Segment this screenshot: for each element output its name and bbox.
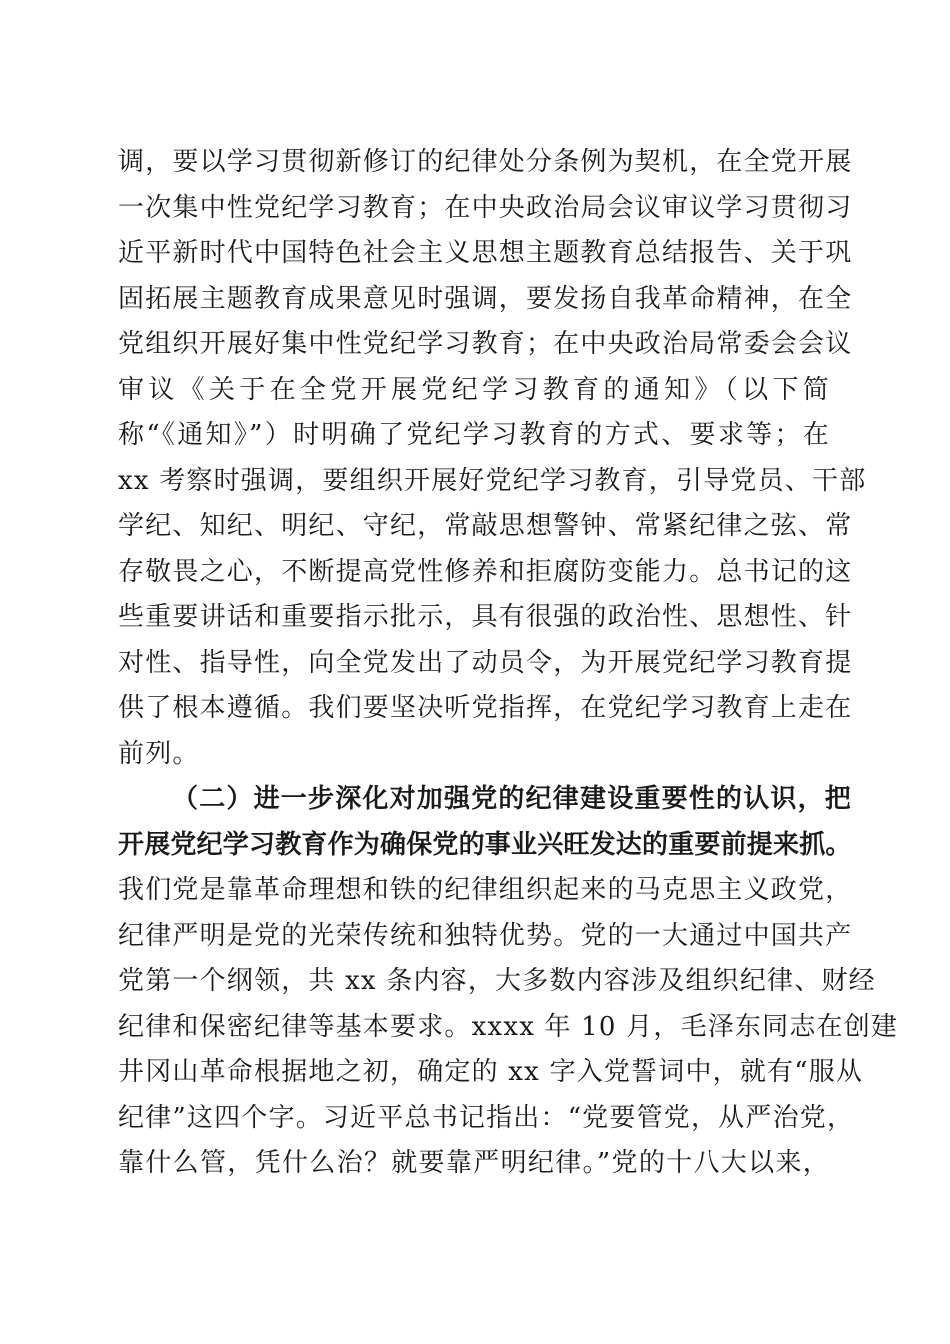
text-line-3: 近平新时代中国特色社会主义思想主题教育总结报告、关于巩 xyxy=(118,238,853,268)
text-line-2: 一次集中性党纪学习教育；在中央政治局会议审议学习贯彻习 xyxy=(118,192,853,223)
text-line-18: 纪律严明是党的光荣传统和独特优势。党的一大通过中国共产 xyxy=(118,920,853,951)
text-line-8: xx 考察时强调，要组织开展好党纪学习教育，引导党员、干部 xyxy=(118,465,867,496)
text-line-13: 供了根本遵循。我们要坚决听党指挥，在党纪学习教育上走在 xyxy=(118,693,853,723)
text-line-21: 井冈山革命根据地之初，确定的 xx 字入党誓词中，就有“服从 xyxy=(118,1057,864,1087)
text-line-6: 审议《关于在全党开展党纪学习教育的通知》（以下简 xyxy=(118,374,830,405)
text-line-11: 些重要讲话和重要指示批示，具有很强的政治性、思想性、针 xyxy=(118,602,853,632)
text-line-14: 前列。 xyxy=(118,738,200,769)
section-heading-line-2: 开展党纪学习教育作为确保党的事业兴旺发达的重要前提来抓。 xyxy=(118,829,852,860)
text-line-17: 我们党是靠革命理想和铁的纪律组织起来的马克思主义政党， xyxy=(118,875,853,905)
text-line-12: 对性、指导性，向全党发出了动员令，为开展党纪学习教育提 xyxy=(118,647,853,678)
text-line-19: 党第一个纲领，共 xx 条内容，大多数内容涉及组织纪律、财经 xyxy=(118,966,876,996)
text-line-1: 调，要以学习贯彻新修订的纪律处分条例为契机，在全党开展 xyxy=(118,147,853,177)
text-line-4: 固拓展主题教育成果意见时强调，要发扬自我革命精神，在全 xyxy=(118,283,853,314)
text-line-5: 党组织开展好集中性党纪学习教育；在中央政治局常委会会议 xyxy=(118,329,853,359)
text-line-10: 存敬畏之心，不断提高党性修养和拒腐防变能力。总书记的这 xyxy=(118,556,853,587)
text-line-22: 纪律”这四个字。习近平总书记指出：“党要管党，从严治党， xyxy=(118,1102,855,1133)
section-heading-line-1: （二）进一步深化对加强党的纪律建设重要性的认识，把 xyxy=(172,784,853,814)
body-text xyxy=(118,140,899,1187)
text-line-20: 纪律和保密纪律等基本要求。xxxx 年 10 月，毛泽东同志在创建 xyxy=(118,1011,899,1042)
text-line-7: 称“《通知》”）时明确了党纪学习教育的方式、要求等；在 xyxy=(118,420,830,450)
text-line-23: 靠什么管，凭什么治？就要靠严明纪律。”党的十八大以来， xyxy=(118,1148,830,1178)
text-line-9: 学纪、知纪、明纪、守纪，常敲思想警钟、常紧纪律之弦、常 xyxy=(118,511,853,541)
